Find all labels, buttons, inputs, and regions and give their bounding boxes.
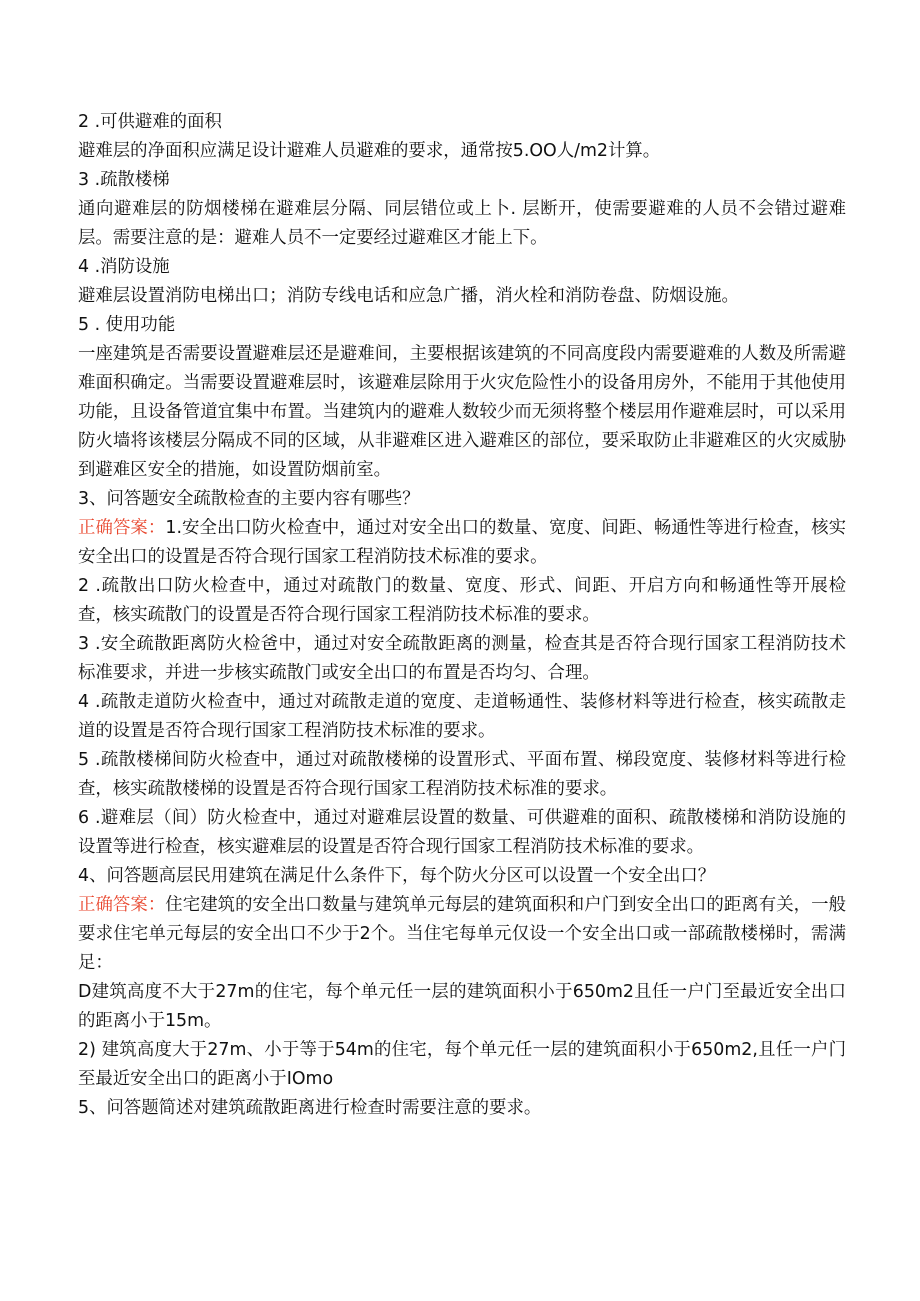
paragraph: 4 .消防设施 (78, 257, 170, 277)
question-heading: 4、问答题高层民用建筑在满足什么条件下，每个防火分区可以设置一个安全出口？ (78, 866, 716, 886)
paragraph: 2 .疏散出口防火检查中，通过对疏散门的数量、宽度、形式、间距、开启方向和畅通性等开展检查，核实疏散门的设置是否符合现行国家工程消防技术标准的要求。 (78, 576, 846, 625)
paragraph: 避难层的净面积应满足设计避难人员避难的要求，通常按5.OO人/m2计算。 (78, 141, 661, 161)
paragraph: 3 .疏散楼梯 (78, 170, 170, 190)
paragraph: 5 . 使用功能 (78, 315, 176, 335)
answer-text: 住宅建筑的安全出口数量与建筑单元每层的建筑面积和户门到安全出口的距离有关，一般要求住宅单元每层的安全出口不少于2个。当住宅每单元仅设一个安全出口或一部疏散楼梯时，需满足： (78, 895, 846, 973)
paragraph: D建筑高度不大于27m的住宅，每个单元任一层的建筑面积小于650m2且任一户门至最近安全出口的距离小于15m。 (78, 982, 846, 1031)
paragraph: 2) 建筑高度大于27m、小于等于54m的住宅，每个单元任一层的建筑面积小于650m2,且任一户门至最近安全出口的距离小于IOmo (78, 1040, 846, 1089)
paragraph: 2 .可供避难的面积 (78, 112, 222, 132)
answer-text: 1.安全出口防火检查中，通过对安全出口的数量、宽度、间距、畅通性等进行检查，核实安全出口的设置是否符合现行国家工程消防技术标准的要求。 (78, 518, 846, 567)
question-heading: 5、问答题简述对建筑疏散距离进行检查时需要注意的要求。 (78, 1098, 542, 1118)
question-heading: 3、问答题安全疏散检查的主要内容有哪些？ (78, 489, 420, 509)
paragraph: 3 .安全疏散距离防火检爸中，通过对安全疏散距离的测量，检查其是否符合现行国家工程消防技术标准要求，并进一步核实疏散门或安全出口的布置是否均匀、合理。 (78, 634, 846, 683)
answer-label: 正确答案： (78, 518, 166, 538)
paragraph: 6 .避难层（间）防火检查中，通过对避难层设置的数量、可供避难的面积、疏散楼梯和消防设施的设置等进行检查，核实避难层的设置是否符合现行国家工程消防技术标准的要求。 (78, 808, 846, 857)
paragraph: 通向避难层的防烟楼梯在避难层分隔、同层错位或上卜. 层断开，使需要避难的人员不会错过避难层。需要注意的是：避难人员不一定要经过避难区才能上下。 (78, 199, 846, 248)
answer-paragraph (78, 891, 846, 978)
paragraph: 4 .疏散走道防火检查中，通过对疏散走道的宽度、走道畅通性、装修材料等进行检查，核实疏散走道的设置是否符合现行国家工程消防技术标准的要求。 (78, 692, 846, 741)
answer-paragraph (78, 514, 846, 572)
paragraph: 避难层设置消防电梯出口；消防专线电话和应急广播，消火栓和消防卷盘、防烟设施。 (78, 286, 739, 306)
answer-label: 正确答案： (78, 895, 166, 915)
document-body (78, 108, 846, 1123)
paragraph: 一座建筑是否需要设置避难层还是避难间，主要根据该建筑的不同高度段内需要避难的人数及所需避难面积确定。当需要设置避难层时，该避难层除用于火灾危险性小的设备用房外，不能用于其他使用功能，且设备管道宜集中布置。当建筑内的避难人数较少而无须将整个楼层用作避难层时，可以采用防火墙将该楼层分隔成不同的区域，从非避难区进入避难区的部位，要采取防止非避难区的火灾威胁到避难区安全的措施，如设置防烟前室。 (78, 344, 846, 480)
paragraph: 5 .疏散楼梯间防火检查中，通过对疏散楼梯的设置形式、平面布置、梯段宽度、装修材料等进行检查，核实疏散楼梯的设置是否符合现行国家工程消防技术标准的要求。 (78, 750, 846, 799)
